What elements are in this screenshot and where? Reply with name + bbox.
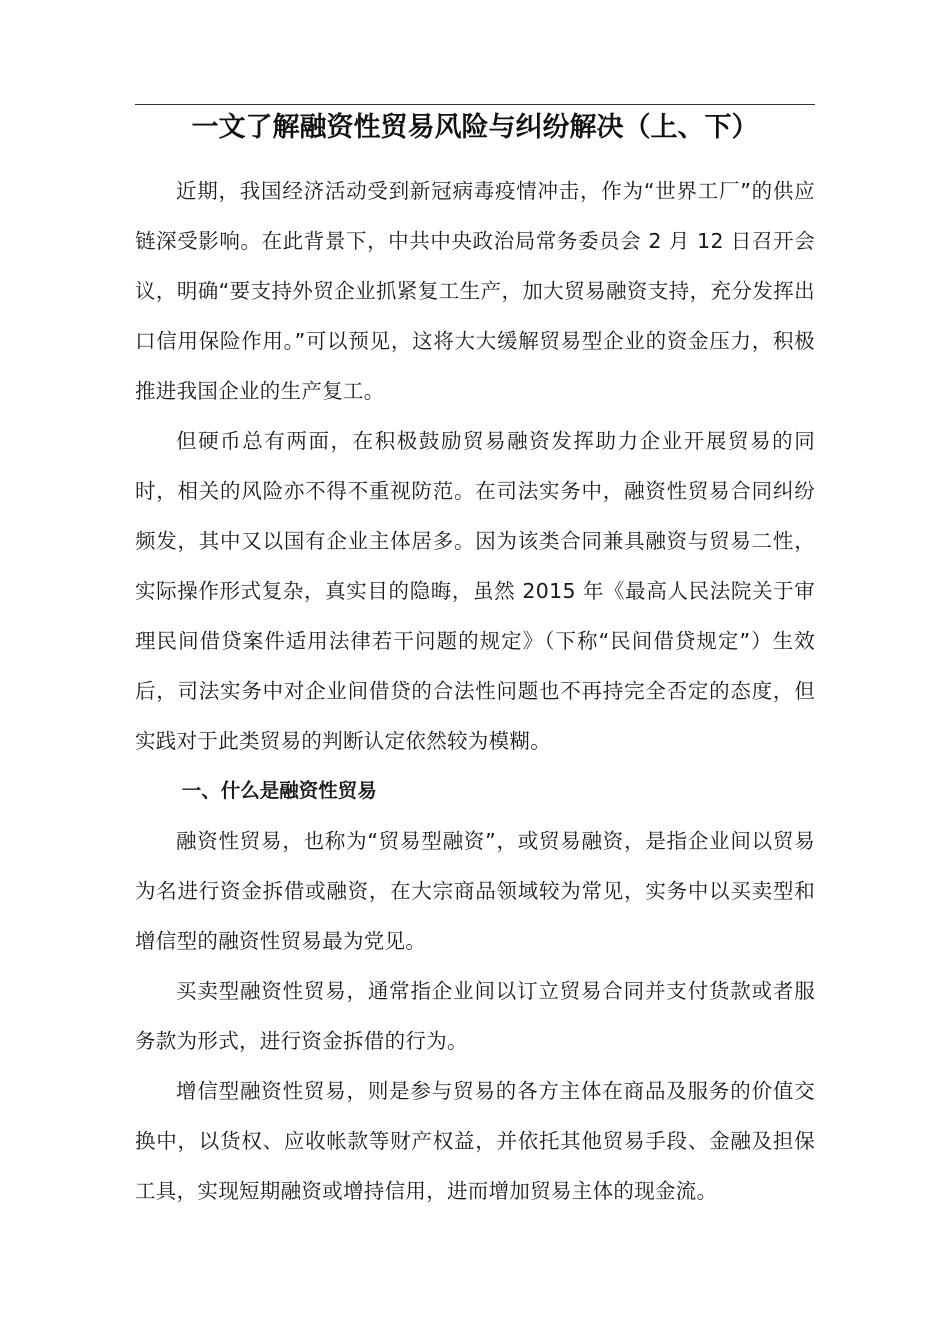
intro-paragraph-1: 近期，我国经济活动受到新冠病毒疫情冲击，作为“世界工厂”的供应链深受影响。在此背景下，中共中央政治局常务委员会 2 月 12 日召开会议，明确“要支持外贸企业抓紧复工生产，加大贸易融资支持，充分发挥出口信用保险作用。”可以预见，这将大大缓解贸易型企业的资金压力，积极推进我国企业的生产复工。 [135, 179, 815, 403]
section-paragraph-2: 买卖型融资性贸易，通常指企业间以订立贸易合同并支付货款或者服务款为形式，进行资金拆借的行为。 [135, 979, 815, 1053]
section-paragraph-3: 增信型融资性贸易，则是参与贸易的各方主体在商品及服务的价值交换中，以货权、应收帐款等财产权益，并依托其他贸易手段、金融及担保工具，实现短期融资或增持信用，进而增加贸易主体的现金流。 [135, 1079, 815, 1203]
document-title: 一文了解融资性贸易风险与纠纷解决（上、下） [191, 112, 759, 143]
section-heading: 一、什么是融资性贸易 [181, 779, 377, 802]
section-paragraph-1: 融资性贸易，也称为“贸易型融资”，或贸易融资，是指企业间以贸易为名进行资金拆借或融资，在大宗商品领域较为常见，实务中以买卖型和增信型的融资性贸易最为党见。 [135, 829, 815, 953]
header-rule [135, 104, 815, 105]
document-body [135, 166, 815, 1216]
intro-paragraph-2: 但硬币总有两面，在积极鼓励贸易融资发挥助力企业开展贸易的同时，相关的风险亦不得不重视防范。在司法实务中，融资性贸易合同纠纷频发，其中又以国有企业主体居多。因为该类合同兼具融资与贸易二性，实际操作形式复杂，真实目的隐晦，虽然 2015 年《最高人民法院关于审理民间借贷案件适用法律若干问题的规定》（下称“民间借贷规定”）生效后，司法实务中对企业间借贷的合法性问题也不再持完全否定的态度，但实践对于此类贸易的判断认定依然较为模糊。 [135, 429, 815, 753]
